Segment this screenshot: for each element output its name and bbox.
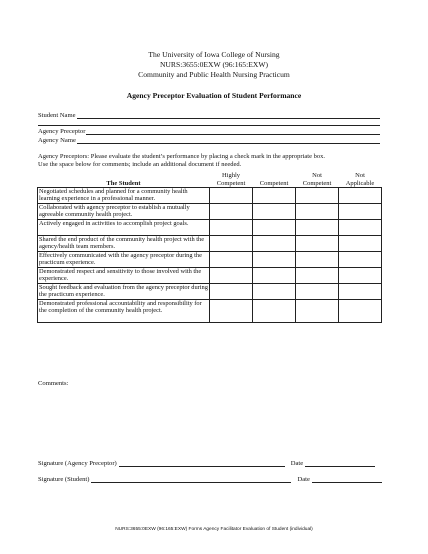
table-row bbox=[38, 204, 382, 220]
check-box-not-applicable[interactable] bbox=[339, 204, 382, 220]
check-box-highly-competent[interactable] bbox=[210, 300, 253, 323]
instructions bbox=[38, 153, 390, 169]
table-row bbox=[38, 188, 382, 204]
preceptor-signature-label: Signature (Agency Preceptor) bbox=[38, 460, 117, 467]
column-header-highly-competent bbox=[210, 170, 253, 188]
criterion-text: Effectively communicated with the agency preceptor during the practicum experience. bbox=[38, 252, 210, 268]
check-box-competent[interactable] bbox=[253, 268, 296, 284]
table-header-row bbox=[38, 170, 382, 188]
check-box-not-competent[interactable] bbox=[296, 220, 339, 236]
check-box-competent[interactable] bbox=[253, 252, 296, 268]
check-box-competent[interactable] bbox=[253, 284, 296, 300]
preceptor-signature-line[interactable] bbox=[119, 459, 285, 467]
comments-label: Comments: bbox=[38, 380, 69, 387]
column-header-competent: Competent bbox=[259, 179, 289, 187]
preceptor-date-label: Date bbox=[290, 460, 304, 467]
student-signature-label: Signature (Student) bbox=[38, 476, 90, 483]
agency-preceptor-field[interactable] bbox=[38, 127, 380, 135]
column-header-not-applicable bbox=[339, 170, 382, 188]
column-header-highly-competent-line-1: Highly bbox=[221, 172, 241, 179]
check-box-not-applicable[interactable] bbox=[339, 220, 382, 236]
criterion-text: Demonstrated professional accountability and responsibility for the completion of the community health project. bbox=[38, 300, 210, 323]
check-box-highly-competent[interactable] bbox=[210, 236, 253, 252]
check-box-highly-competent[interactable] bbox=[210, 188, 253, 204]
header-course-name: Community and Public Health Nursing Practicum bbox=[138, 70, 290, 79]
check-box-not-applicable[interactable] bbox=[339, 300, 382, 323]
column-header-not-applicable-line-2: Applicable bbox=[345, 179, 375, 187]
table-row bbox=[38, 220, 382, 236]
header-university: The University of Iowa College of Nursing bbox=[148, 50, 280, 59]
check-box-not-applicable[interactable] bbox=[339, 236, 382, 252]
table-row bbox=[38, 284, 382, 300]
student-date-line[interactable] bbox=[312, 475, 382, 483]
table-row bbox=[38, 268, 382, 284]
check-box-highly-competent[interactable] bbox=[210, 204, 253, 220]
criterion-text: Sought feedback and evaluation from the agency preceptor during the practicum experience. bbox=[39, 284, 208, 299]
check-box-not-applicable[interactable] bbox=[339, 188, 382, 204]
agency-name-field[interactable] bbox=[38, 136, 380, 144]
agency-name-line[interactable] bbox=[77, 136, 380, 144]
table-row bbox=[38, 236, 382, 252]
check-box-not-competent[interactable] bbox=[296, 284, 339, 300]
check-box-highly-competent[interactable] bbox=[210, 252, 253, 268]
student-signature-line[interactable] bbox=[91, 475, 291, 483]
column-header-not-competent-line-1: Not bbox=[312, 172, 322, 179]
check-box-not-competent[interactable] bbox=[296, 188, 339, 204]
student-signature-row bbox=[38, 475, 390, 483]
check-box-competent[interactable] bbox=[253, 204, 296, 220]
check-box-not-competent[interactable] bbox=[296, 300, 339, 323]
student-name-extra-line[interactable] bbox=[38, 118, 380, 126]
criterion-text: Demonstrated respect and sensitivity to those involved with the experience. bbox=[38, 268, 210, 284]
form-title: Agency Preceptor Evaluation of Student Performance bbox=[126, 91, 302, 100]
column-header-not-competent bbox=[296, 170, 339, 188]
check-box-competent[interactable] bbox=[253, 188, 296, 204]
check-box-competent[interactable] bbox=[253, 300, 296, 323]
check-box-not-competent[interactable] bbox=[296, 268, 339, 284]
criterion-text: Collaborated with agency preceptor to establish a mutually agreeable community health project. bbox=[38, 204, 210, 220]
instructions-line-2: Use the space below for comments; include an additional document if needed. bbox=[38, 161, 242, 168]
check-box-not-applicable[interactable] bbox=[339, 268, 382, 284]
column-header-highly-competent-line-2: Competent bbox=[216, 179, 246, 187]
preceptor-signature-row bbox=[38, 459, 390, 467]
check-box-competent[interactable] bbox=[253, 236, 296, 252]
agency-preceptor-line[interactable] bbox=[86, 127, 380, 135]
column-header-student: The Student bbox=[106, 179, 141, 187]
check-box-not-competent[interactable] bbox=[296, 204, 339, 220]
preceptor-date-line[interactable] bbox=[305, 459, 375, 467]
criterion-text: Negotiated schedules and planned for a community health learning experience in a professional manner. bbox=[38, 188, 210, 204]
check-box-competent[interactable] bbox=[253, 220, 296, 236]
agency-preceptor-label: Agency Preceptor bbox=[38, 128, 86, 135]
page-footer: NURS:3655:0EXW (96:165:EXW) Forms Agency Facilitator Evaluation of Student (individual) bbox=[115, 527, 313, 532]
column-header-not-applicable-line-1: Not bbox=[355, 172, 365, 179]
agency-name-label: Agency Name bbox=[38, 137, 76, 144]
evaluation-table bbox=[37, 170, 382, 323]
check-box-not-applicable[interactable] bbox=[339, 252, 382, 268]
table-row bbox=[38, 252, 382, 268]
student-name-label: Student Name bbox=[38, 112, 76, 119]
check-box-highly-competent[interactable] bbox=[210, 268, 253, 284]
criterion-text: Actively engaged in activities to accomplish project goals. bbox=[38, 220, 210, 236]
check-box-not-competent[interactable] bbox=[296, 236, 339, 252]
check-box-not-applicable[interactable] bbox=[339, 284, 382, 300]
criterion-text: Shared the end product of the community health project with the agency/health team members. bbox=[38, 236, 210, 252]
instructions-line-1: Agency Preceptors: Please evaluate the student’s performance by placing a check mark in the appropriate box. bbox=[38, 153, 325, 160]
check-box-highly-competent[interactable] bbox=[210, 284, 253, 300]
table-row bbox=[38, 300, 382, 323]
header-course-code: NURS:3655:0EXW (96:165:EXW) bbox=[159, 60, 269, 69]
column-header-not-competent-line-2: Competent bbox=[302, 179, 332, 187]
student-date-label: Date bbox=[297, 476, 310, 483]
check-box-highly-competent[interactable] bbox=[210, 220, 253, 236]
check-box-not-competent[interactable] bbox=[296, 252, 339, 268]
